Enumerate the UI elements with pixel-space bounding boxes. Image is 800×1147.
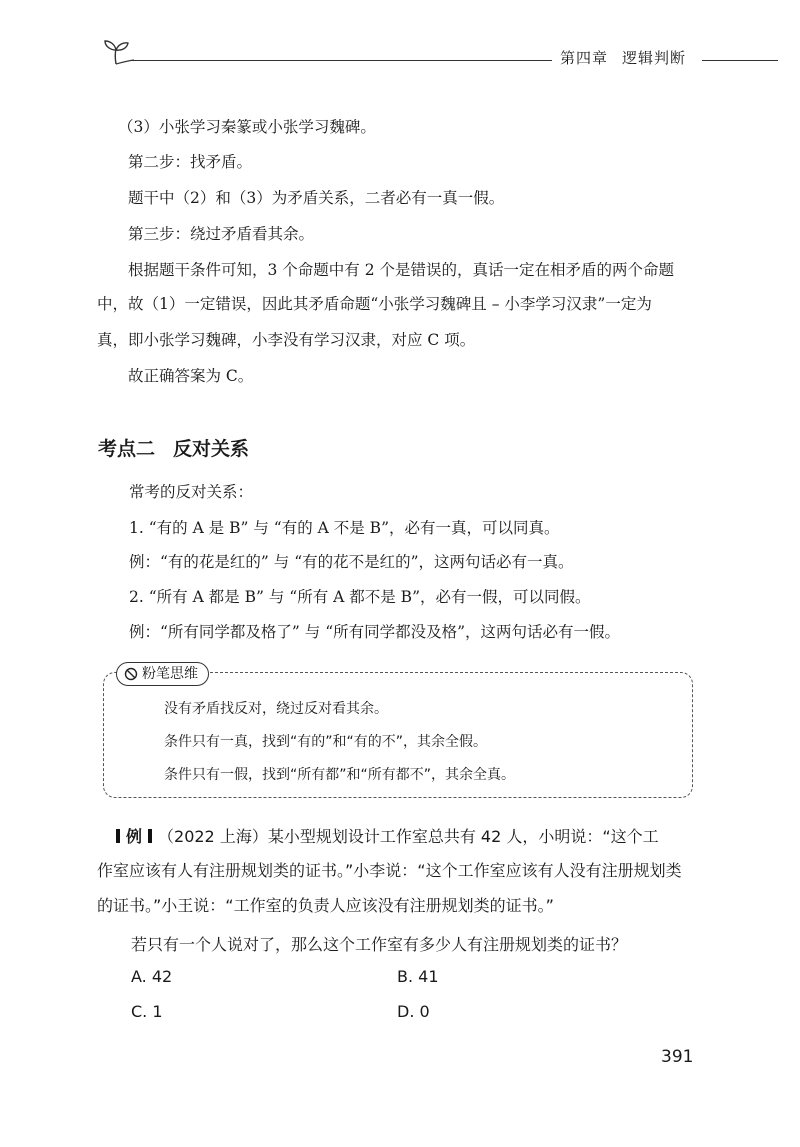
tip-line: 条件只有一假，找到“所有都”和“所有都不”，其余全真。 <box>164 767 516 783</box>
section-title: 反对关系 <box>173 438 250 460</box>
body-line: 真，即小张学习魏碑，小李没有学习汉隶，对应 C 项。 <box>97 331 476 349</box>
option-b: B. 41 <box>397 967 439 986</box>
option-a: A. 42 <box>131 967 173 986</box>
option-c: C. 1 <box>131 1002 163 1021</box>
example-line: 的证书。”小王说：“工作室的负责人应该没有注册规划类的证书。” <box>97 896 554 915</box>
relation-item: 1. “有的 A 是 B” 与 “有的 A 不是 B”，必有一真，可以同真。 <box>129 519 560 537</box>
option-d: D. 0 <box>397 1002 430 1021</box>
header-rule-right <box>702 60 778 61</box>
section-heading <box>98 434 249 461</box>
relation-example: 例：“有的花是红的” 与 “有的花不是红的”，这两句话必有一真。 <box>129 553 574 571</box>
page-number: 391 <box>661 1047 694 1067</box>
chapter-label: 第四章 <box>560 49 609 67</box>
sprout-icon <box>100 36 136 66</box>
header-rule-left <box>132 60 552 61</box>
body-line: 根据题干条件可知，3 个命题中有 2 个是错误的，真话一定在相矛盾的两个命题 <box>128 261 675 279</box>
example-question: 若只有一个人说对了，那么这个工作室有多少人有注册规划类的证书？ <box>131 935 628 954</box>
running-header <box>560 47 686 68</box>
body-line: 题干中（2）和（3）为矛盾关系，二者必有一真一假。 <box>128 189 505 207</box>
section-number: 考点二 <box>98 438 156 460</box>
example-first-line <box>116 824 659 847</box>
example-marker-right <box>148 829 152 843</box>
body-line: 故正确答案为 C。 <box>128 367 254 385</box>
no-entry-icon <box>124 667 138 681</box>
example-marker-left <box>116 829 120 843</box>
body-line: 第二步：找矛盾。 <box>128 153 253 171</box>
tip-line: 没有矛盾找反对，绕过反对看其余。 <box>164 701 388 717</box>
example-label: 例 <box>126 827 143 846</box>
tip-label-badge <box>116 662 209 686</box>
body-line: （3）小张学习秦篆或小张学习魏碑。 <box>118 118 376 136</box>
example-line: 作室应该有人有注册规划类的证书。”小李说：“这个工作室应该有人没有注册规划类 <box>97 861 682 880</box>
body-line: 第三步：绕过矛盾看其余。 <box>128 225 315 243</box>
relation-item: 2. “所有 A 都是 B” 与 “所有 A 都不是 B”，必有一假，可以同假。 <box>129 588 591 606</box>
tip-label: 粉笔思维 <box>142 666 198 682</box>
example-text: （2022 上海）某小型规划设计工作室总共有 42 人，小明说：“这个工 <box>158 827 659 846</box>
body-line: 中，故（1）一定错误，因此其矛盾命题“小张学习魏碑且 – 小李学习汉隶”一定为 <box>97 295 652 313</box>
tip-line: 条件只有一真，找到“有的”和“有的不”，其余全假。 <box>164 734 488 750</box>
relations-intro: 常考的反对关系： <box>129 483 254 501</box>
chapter-title: 逻辑判断 <box>622 49 687 67</box>
relation-example: 例：“所有同学都及格了” 与 “所有同学都没及格”，这两句话必有一假。 <box>129 623 621 641</box>
